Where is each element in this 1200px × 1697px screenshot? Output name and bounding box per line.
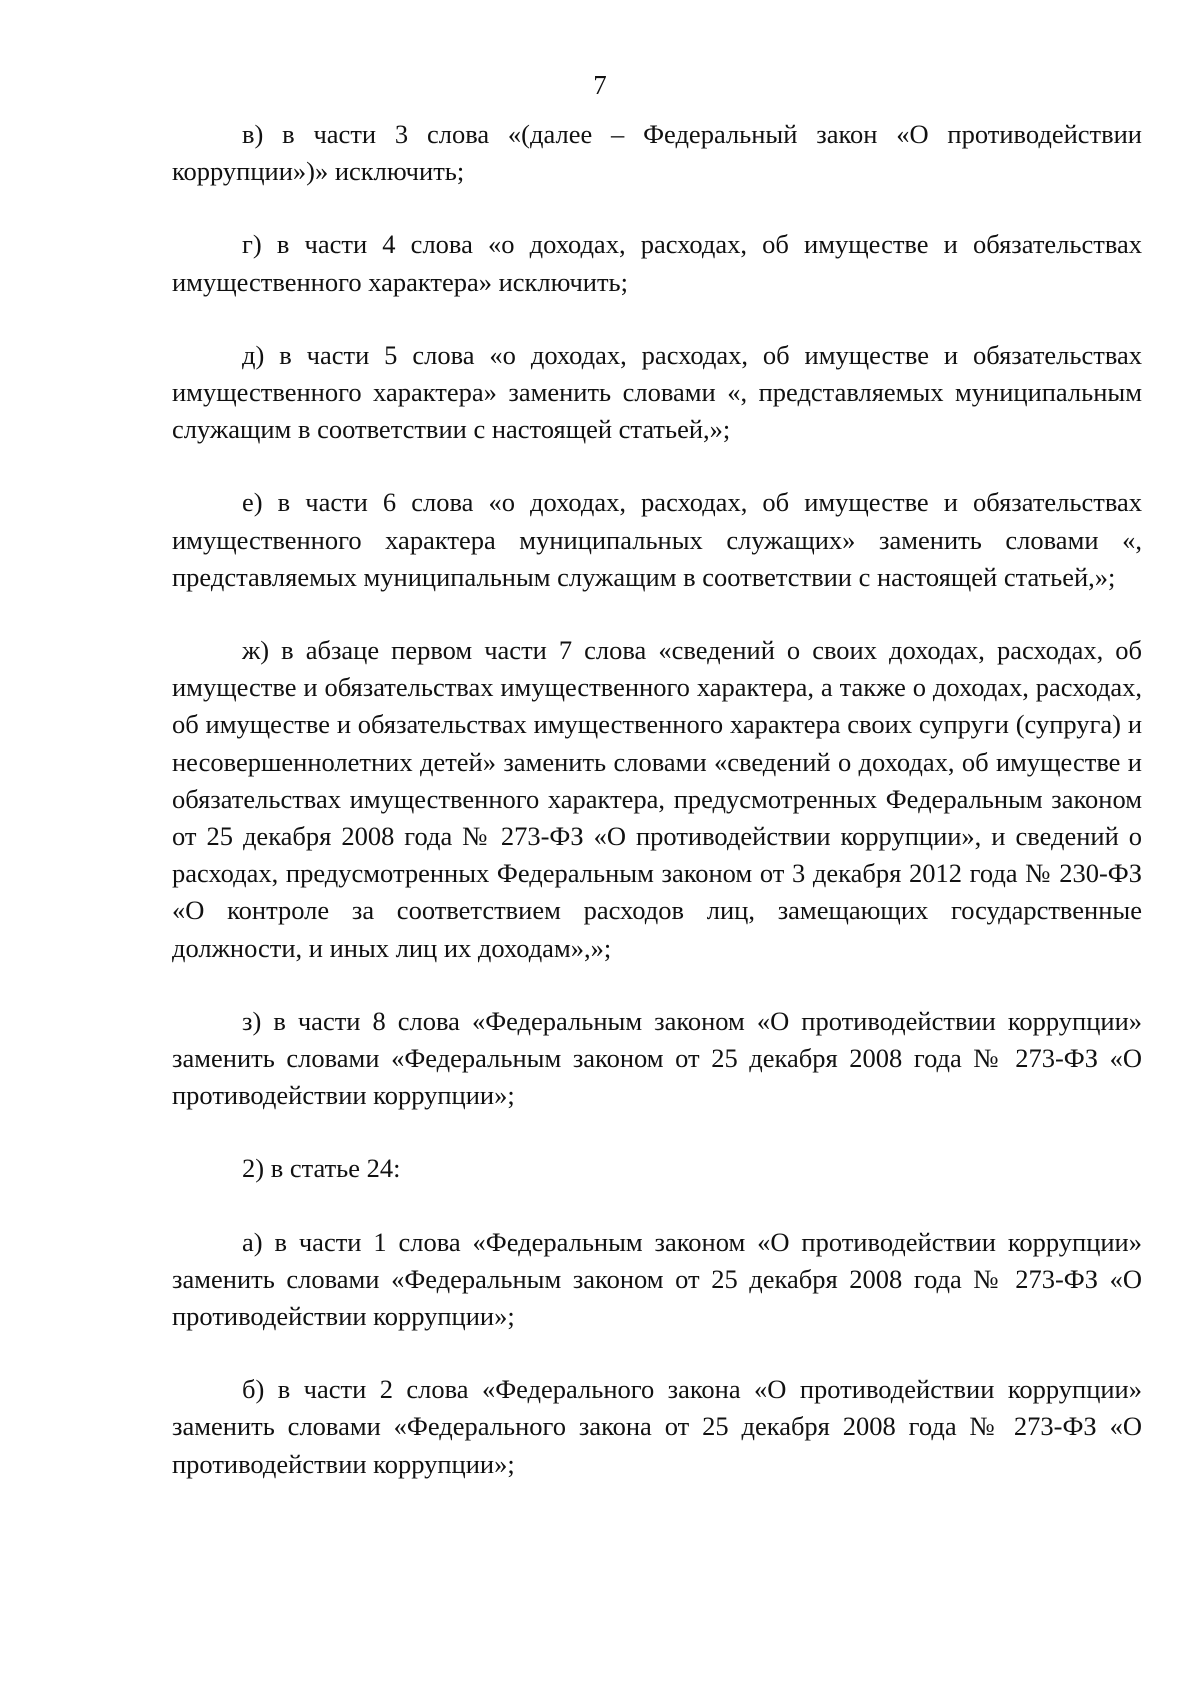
paragraph-e: е) в части 6 слова «о доходах, расходах, об имуществе и обязательствах имущественного характера муниципальных служащих» заменить словами «, представляемых муниципальным служащим в соответствии с настоящей статьей,»; <box>172 487 1142 592</box>
document-body <box>172 116 1142 1519</box>
paragraph-v: в) в части 3 слова «(далее – Федеральный закон «О противодействии коррупции»)» исключить; <box>172 119 1142 187</box>
paragraph-a: а) в части 1 слова «Федеральным законом «О противодействии коррупции» заменить словами «Федеральным законом от 25 декабря 2008 года № 273-ФЗ «О противодействии коррупции»; <box>172 1226 1142 1332</box>
paragraph-d: д) в части 5 слова «о доходах, расходах, об имуществе и обязательствах имущественного характера» заменить словами «, представляемых муниципальным служащим в соответствии с настоящей статьей,»; <box>172 339 1142 445</box>
paragraph-zh: ж) в абзаце первом части 7 слова «сведений о своих доходах, расходах, об имуществе и обязательствах имущественного характера, а также о доходах, расходах, об имуществе и обязательствах имущественного характера своих супруги (супруга) и несовершеннолетних детей» заменить словами «сведений о доходах, об имуществе и обязательствах имущественного характера, предусмотренных Федеральным законом от 25 декабря 2008 года № 273-ФЗ «О противодействии коррупции», и сведений о расходах, предусмотренных Федеральным законом от 3 декабря 2012 года № 230-ФЗ «О контроле за соответствием расходов лиц, замещающих государственные должности, и иных лиц их доходам»,»; <box>172 635 1142 963</box>
paragraph-z: з) в части 8 слова «Федеральным законом «О противодействии коррупции» заменить словами «Федеральным законом от 25 декабря 2008 года № 273-ФЗ «О противодействии коррупции»; <box>172 1005 1142 1111</box>
paragraph-article-24: 2) в статье 24: <box>242 1153 401 1184</box>
paragraph-b: б) в части 2 слова «Федерального закона «О противодействии коррупции» заменить словами «Федерального закона от 25 декабря 2008 года № 273-ФЗ «О противодействии коррупции»; <box>172 1374 1142 1479</box>
page-number: 7 <box>593 70 607 100</box>
paragraph-g: г) в части 4 слова «о доходах, расходах, об имуществе и обязательствах имущественного характера» исключить; <box>172 229 1142 297</box>
